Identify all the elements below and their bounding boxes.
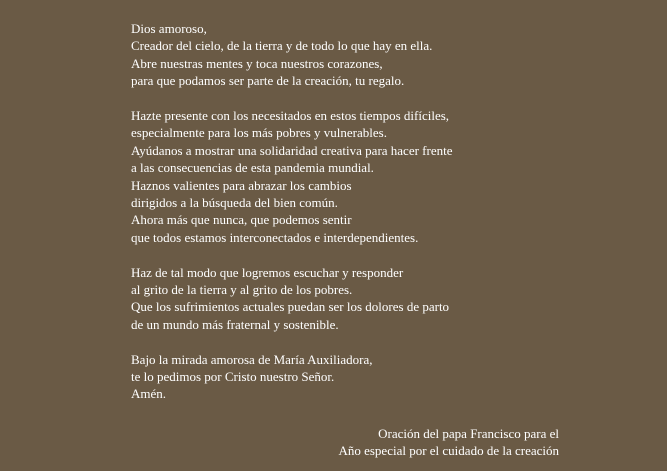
prayer-line: Dios amoroso, xyxy=(131,21,207,36)
prayer-line: al grito de la tierra y al grito de los pobres. xyxy=(131,282,353,298)
prayer-line: Hazte presente con los necesitados en estos tiempos difíciles, xyxy=(131,108,450,124)
prayer-line: Ahora más que nunca, que podemos sentir xyxy=(131,212,352,228)
prayer-line: te lo pedimos por Cristo nuestro Señor. xyxy=(131,369,335,385)
attribution-line: Oración del papa Francisco para el xyxy=(378,426,559,441)
stanza-2 xyxy=(131,107,651,246)
prayer-line: Abre nuestras mentes y toca nuestros corazones, xyxy=(131,55,383,71)
prayer-line: Haznos valientes para abrazar los cambios xyxy=(131,177,352,193)
stanza-1 xyxy=(131,20,651,90)
prayer-line: Ayúdanos a mostrar una solidaridad creativa para hacer frente xyxy=(131,142,453,158)
prayer-line: que todos estamos interconectados e interdependientes. xyxy=(131,229,419,245)
stanza-3 xyxy=(131,264,651,334)
prayer-line: Haz de tal modo que logremos escuchar y responder xyxy=(131,264,404,280)
prayer-line: especialmente para los más pobres y vulnerables. xyxy=(131,125,387,141)
prayer-line: dirigidos a la búsqueda del bien común. xyxy=(131,195,338,211)
prayer-line: para que podamos ser parte de la creación, tu regalo. xyxy=(131,73,405,89)
stanza-4 xyxy=(131,351,651,403)
prayer-line: Amén. xyxy=(131,386,167,402)
prayer-line: Bajo la mirada amorosa de María Auxiliadora, xyxy=(131,351,373,367)
prayer-line: Que los sufrimientos actuales puedan ser los dolores de parto xyxy=(131,299,450,315)
prayer-line: de un mundo más fraternal y sostenible. xyxy=(131,316,339,332)
attribution xyxy=(338,425,559,460)
prayer-text xyxy=(131,20,651,420)
prayer-line: a las consecuencias de esta pandemia mundial. xyxy=(131,160,374,176)
prayer-line: Creador del cielo, de la tierra y de todo lo que hay en ella. xyxy=(131,38,433,54)
attribution-line: Año especial por el cuidado de la creación xyxy=(338,443,559,459)
